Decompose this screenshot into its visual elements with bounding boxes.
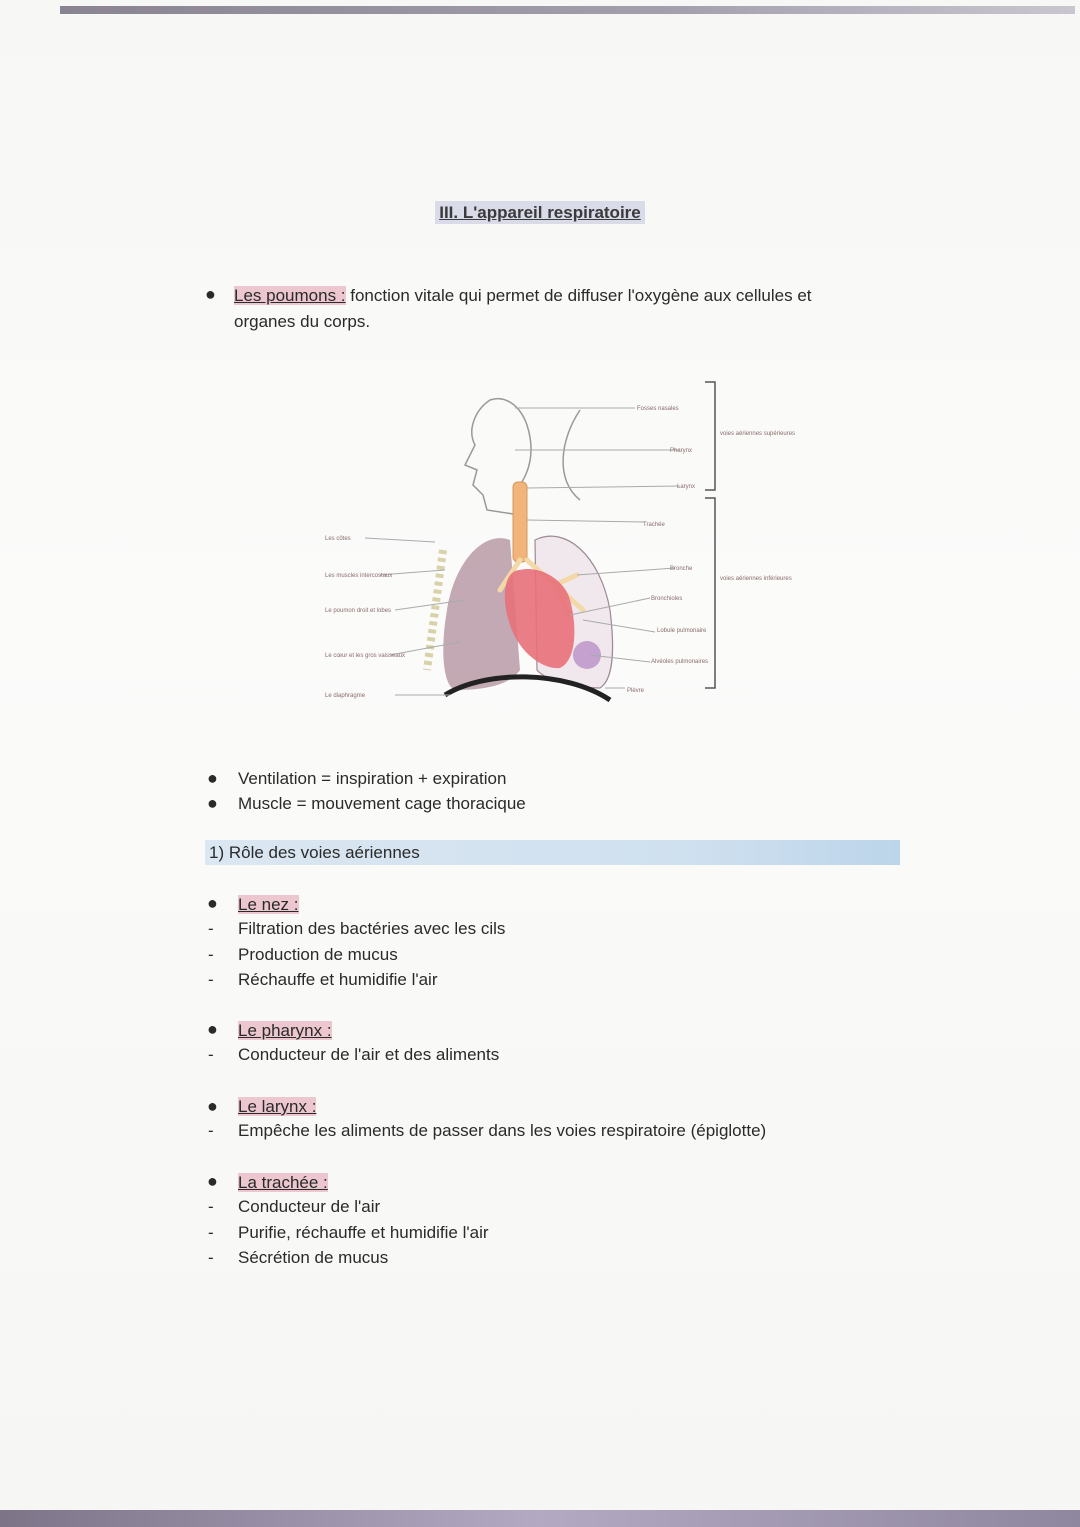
scan-edge-bottom: [0, 1510, 1080, 1527]
organ-pharynx: Le pharynx :: [238, 1021, 332, 1040]
organ-nez: Le nez :: [238, 895, 299, 914]
label-group-upper: voies aériennes supérieures: [720, 431, 795, 437]
page-title: III. L'appareil respiratoire: [0, 203, 1080, 223]
bullet-dot: ●: [205, 284, 216, 304]
list-item: -: [208, 1248, 214, 1267]
list-item: -: [208, 1045, 214, 1064]
list-item: Filtration des bactéries avec les cils: [238, 919, 506, 938]
list-item: Sécrétion de mucus: [238, 1248, 389, 1267]
label-muscles: Les muscles intercostaux: [325, 573, 393, 579]
bullet-dot: ●: [207, 1019, 218, 1039]
upper-bracket: [705, 382, 715, 490]
neck-outline: [563, 410, 580, 500]
intro-line-2: organes du corps.: [234, 312, 371, 331]
label-diaphragme: Le diaphragme: [325, 693, 366, 699]
list-item: Purifie, réchauffe et humidifie l'air: [238, 1223, 489, 1242]
label-alveoles: Alvéoles pulmonaires: [651, 659, 709, 665]
intro-line-1: [234, 285, 812, 307]
label-cotes: Les côtes: [325, 536, 351, 542]
bullet-dot: ●: [207, 793, 218, 813]
list-item: Conducteur de l'air et des aliments: [238, 1045, 500, 1064]
label-larynx: Larynx: [677, 484, 696, 490]
list-item: Empêche les aliments de passer dans les voies respiratoire (épiglotte): [238, 1121, 767, 1140]
fact-muscle: Muscle = mouvement cage thoracique: [238, 794, 526, 813]
list-item: Production de mucus: [238, 945, 398, 964]
label-group-lower: voies aériennes inférieures: [720, 576, 792, 582]
label-trachee: Trachée: [643, 522, 665, 528]
alveoli-shape: [573, 641, 601, 669]
respiratory-diagram: [315, 370, 795, 710]
bullet-dot: ●: [207, 1171, 218, 1191]
fact-ventilation: Ventilation = inspiration + expiration: [238, 769, 507, 788]
list-item: -: [208, 970, 214, 989]
bullet-dot: ●: [207, 893, 218, 913]
scan-edge-top: [60, 6, 1075, 14]
organ-trachee: La trachée :: [238, 1173, 328, 1192]
list-item: Réchauffe et humidifie l'air: [238, 970, 438, 989]
label-lobule: Lobule pulmonaire: [657, 628, 707, 634]
list-item: -: [208, 1223, 214, 1242]
organ-larynx: Le larynx :: [238, 1097, 317, 1116]
ribs-shape: [427, 550, 443, 670]
label-poumon-droit: Le poumon droit et lobes: [325, 608, 392, 614]
list-item: -: [208, 1121, 214, 1140]
list-item: -: [208, 945, 214, 964]
label-fosses-nasales: Fosses nasales: [637, 406, 679, 412]
trachea-shape: [513, 482, 527, 562]
list-item: -: [208, 919, 214, 938]
section-heading: 1) Rôle des voies aériennes: [209, 843, 420, 862]
label-bronchioles: Bronchioles: [651, 596, 683, 602]
list-item: Conducteur de l'air: [238, 1197, 381, 1216]
label-bronche: Bronche: [670, 566, 693, 572]
intro-text: fonction vitale qui permet de diffuser l'oxygène aux cellules et: [350, 286, 812, 305]
bullet-dot: ●: [207, 1096, 218, 1116]
label-plevre: Plèvre: [627, 688, 645, 694]
label-coeur: Le cœur et les gros vaisseaux: [325, 653, 406, 659]
label-pharynx: Pharynx: [670, 448, 693, 454]
list-item: -: [208, 1197, 214, 1216]
bullet-dot: ●: [207, 768, 218, 788]
intro-term: Les poumons :: [234, 286, 346, 305]
